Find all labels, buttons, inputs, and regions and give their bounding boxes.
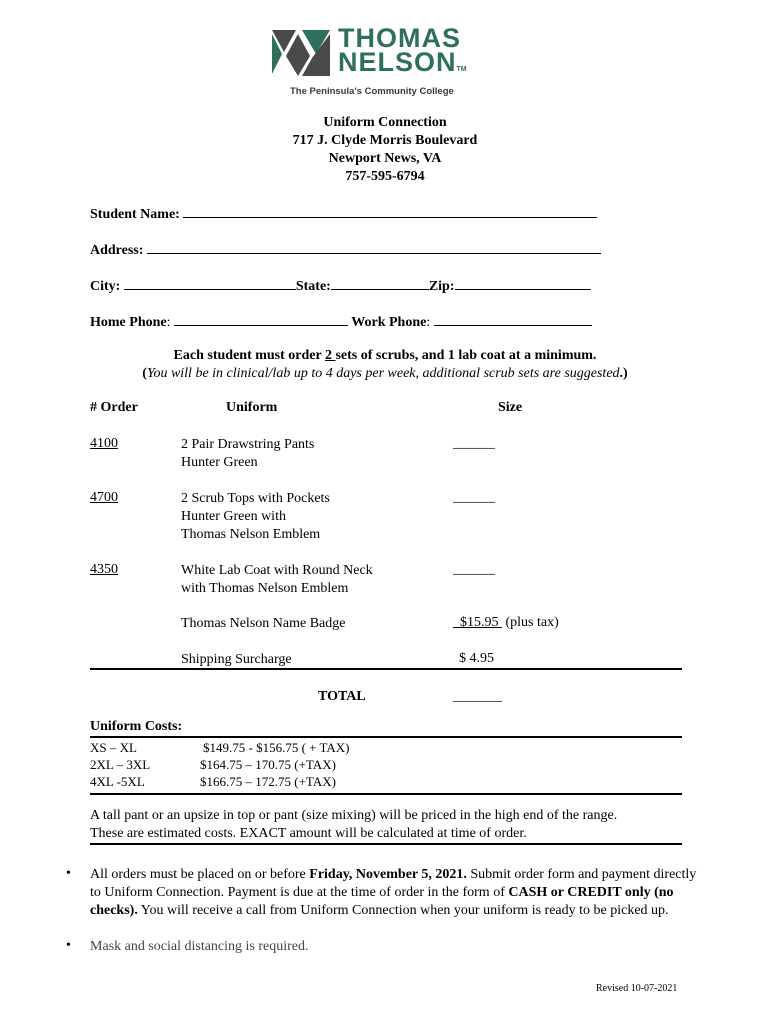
work-phone-label: Work Phone xyxy=(351,315,427,330)
uniform-item: 2 Scrub Tops with Pockets Hunter Green with Thomas Nelson Emblem xyxy=(181,491,330,542)
cost-price: $164.75 – 170.75 (+TAX) xyxy=(200,757,336,772)
size-blank[interactable]: ______ xyxy=(453,562,495,577)
cost-size: 4XL -5XL xyxy=(90,774,145,789)
uniform-item: 2 Pair Drawstring Pants Hunter Green xyxy=(181,437,315,470)
address-row xyxy=(90,240,601,259)
student-name-line[interactable] xyxy=(183,204,597,218)
order-requirement: Each student must order 2 sets of scrubs, and 1 lab coat at a minimum. xyxy=(173,348,597,363)
revision-date: Revised 10-07-2021 xyxy=(596,983,678,994)
order-code-4700: 4700 xyxy=(90,490,118,505)
city-line[interactable] xyxy=(124,276,296,290)
cost-note-tall-pant: A tall pant or an upsize in top or pant (size mixing) will be priced in the high end of the range. xyxy=(90,808,618,823)
total-label: TOTAL xyxy=(318,689,366,704)
order-suggestion: (You will be in clinical/lab up to 4 days per week, additional scrub sets are suggested.) xyxy=(142,366,628,381)
city-label: City: xyxy=(90,279,121,294)
student-name-row xyxy=(90,204,597,223)
header-order: # Order xyxy=(90,400,138,415)
vendor-address xyxy=(0,114,770,186)
address-line[interactable] xyxy=(147,240,601,254)
bullet-icon: • xyxy=(66,938,71,953)
state-line[interactable] xyxy=(331,276,429,290)
zip-line[interactable] xyxy=(455,276,591,290)
uniform-item: White Lab Coat with Round Neck with Thomas Nelson Emblem xyxy=(181,563,373,596)
size-blank[interactable]: ______ xyxy=(453,436,495,451)
logo-line1: THOMAS xyxy=(338,23,461,53)
order-code-4100: 4100 xyxy=(90,436,118,451)
order-code-4350: 4350 xyxy=(90,562,118,577)
vendor-name: Uniform Connection xyxy=(323,115,447,130)
phone-row: Home Phone: Work Phone: xyxy=(90,312,592,331)
total-blank[interactable]: _______ xyxy=(453,689,502,704)
logo-tagline: The Peninsula's Community College xyxy=(290,86,454,97)
mask-requirement-note: Mask and social distancing is required. xyxy=(90,939,309,954)
costs-divider-bottom xyxy=(90,843,682,845)
order-deadline-note: All orders must be placed on or before Friday, November 5, 2021. Submit order form and payment directly to Uniform Connection. Payment is due at the time of order in the form of CASH or CREDIT only (no checks). You will receive a call from Uniform Connection when your uniform is ready to be picked up. xyxy=(90,867,697,918)
work-phone-line[interactable] xyxy=(434,312,592,326)
logo-trademark: TM xyxy=(456,66,467,73)
cost-note-estimate: These are estimated costs. EXACT amount will be calculated at time of order. xyxy=(90,826,527,841)
logo-line2: NELSON xyxy=(338,47,457,77)
thomas-nelson-logo-text xyxy=(338,23,467,82)
student-name-label: Student Name: xyxy=(90,207,180,222)
state-label: State: xyxy=(295,279,331,294)
size-blank[interactable]: ______ xyxy=(453,490,495,505)
vendor-city: Newport News, VA xyxy=(328,151,442,166)
city-state-zip-row xyxy=(90,276,591,295)
cost-size: XS – XL xyxy=(90,740,137,755)
cost-size: 2XL – 3XL xyxy=(90,757,151,772)
vendor-street: 717 J. Clyde Morris Boulevard xyxy=(292,133,478,148)
cost-price: $149.75 - $156.75 ( + TAX) xyxy=(203,740,350,755)
costs-divider-middle xyxy=(90,793,682,795)
home-phone-label: Home Phone xyxy=(90,315,167,330)
shipping-label: Shipping Surcharge xyxy=(181,652,292,667)
name-badge-price: $15.95 (plus tax) xyxy=(460,615,559,630)
home-phone-line[interactable] xyxy=(174,312,348,326)
cost-price: $166.75 – 172.75 (+TAX) xyxy=(200,774,336,789)
vendor-phone: 757-595-6794 xyxy=(345,169,425,184)
address-label: Address: xyxy=(90,243,144,258)
costs-divider-top xyxy=(90,736,682,738)
name-badge-label: Thomas Nelson Name Badge xyxy=(181,616,346,631)
table-divider xyxy=(90,668,682,670)
thomas-nelson-logo-mark xyxy=(272,30,330,76)
shipping-price: $ 4.95 xyxy=(459,651,494,666)
bullet-icon: • xyxy=(66,866,71,881)
header-uniform: Uniform xyxy=(226,400,278,415)
uniform-costs-title: Uniform Costs: xyxy=(90,719,183,734)
zip-label: Zip: xyxy=(428,279,455,294)
header-size: Size xyxy=(498,400,523,415)
